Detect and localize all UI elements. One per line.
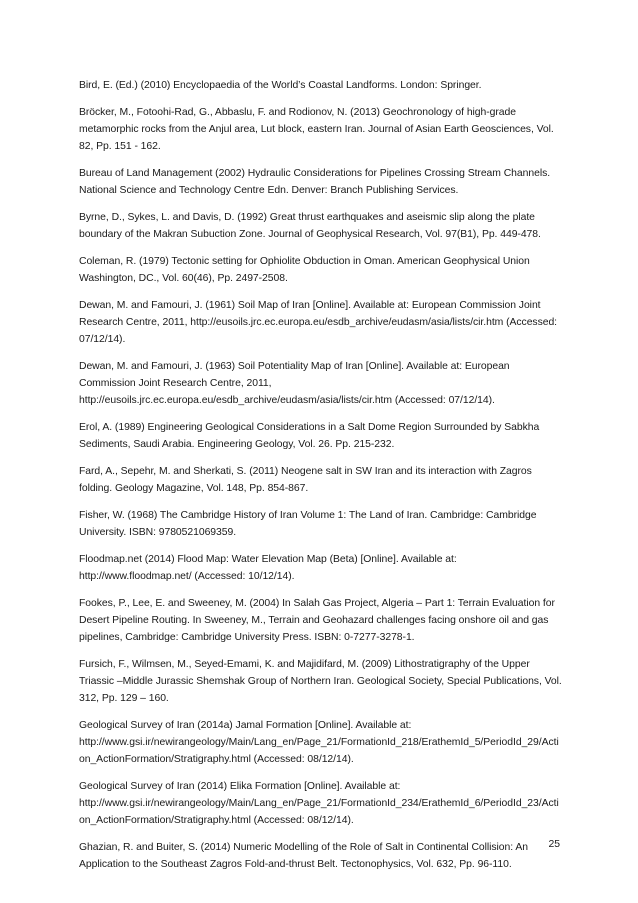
reference-entry: Bird, E. (Ed.) (2010) Encyclopaedia of the World’s Coastal Landforms. London: Springer. bbox=[79, 80, 482, 91]
reference-entry: Fisher, W. (1968) The Cambridge History of Iran Volume 1: The Land of Iran. Cambridge: Cambridge University. ISBN: 9780521069359. bbox=[79, 510, 537, 538]
reference-entry: Floodmap.net (2014) Flood Map: Water Elevation Map (Beta) [Online]. Available at: http://www.floodmap.net/ (Accessed: 10/12/14). bbox=[79, 554, 457, 582]
reference-entry: Ghazian, R. and Buiter, S. (2014) Numeric Modelling of the Role of Salt in Continental Collision: An Application to the Southeast Zagros Fold-and-thrust Belt. Tectonophysics, Vol. 632, Pp. 96-110. bbox=[79, 842, 528, 870]
reference-entry: Dewan, M. and Famouri, J. (1961) Soil Map of Iran [Online]. Available at: European Commission Joint Research Centre, 2011, http://eusoils.jrc.ec.europa.eu/esdb_archive/eudasm/asia/lists/cir.htm (Accessed: 07/12/14). bbox=[79, 300, 558, 345]
reference-entry: Geological Survey of Iran (2014a) Jamal Formation [Online]. Available at: http://www.gsi.ir/newirangeology/Main/Lang_en/Page_21/FormationId_218/ErathemId_5/PeriodId_29/Action_ActionFormation/Stratigraphy.html (Accessed: 08/12/14). bbox=[79, 720, 559, 765]
reference-entry: Byrne, D., Sykes, L. and Davis, D. (1992) Great thrust earthquakes and aseismic slip along the plate boundary of the Makran Subuction Zone. Journal of Geophysical Research, Vol. 97(B1), Pp. 449-478. bbox=[79, 212, 541, 240]
reference-entry: Coleman, R. (1979) Tectonic setting for Ophiolite Obduction in Oman. American Geophysical Union Washington, DC., Vol. 60(46), Pp. 2497-2508. bbox=[79, 256, 530, 284]
reference-list bbox=[79, 77, 563, 883]
reference-entry: Fard, A., Sepehr, M. and Sherkati, S. (2011) Neogene salt in SW Iran and its interaction with Zagros folding. Geology Magazine, Vol. 148, Pp. 854-867. bbox=[79, 466, 532, 494]
reference-entry: Geological Survey of Iran (2014) Elika Formation [Online]. Available at: http://www.gsi.ir/newirangeology/Main/Lang_en/Page_21/FormationId_234/ErathemId_6/PeriodId_23/Action_ActionFormation/Stratigraphy.html (Accessed: 08/12/14). bbox=[79, 781, 559, 826]
reference-entry: Erol, A. (1989) Engineering Geological Considerations in a Salt Dome Region Surrounded by Sabkha Sediments, Saudi Arabia. Engineering Geology, Vol. 26. Pp. 215-232. bbox=[79, 422, 540, 450]
reference-entry: Bröcker, M., Fotoohi-Rad, G., Abbaslu, F. and Rodionov, N. (2013) Geochronology of high-grade metamorphic rocks from the Anjul area, Lut block, eastern Iran. Journal of Asian Earth Geosciences, Vol. 82, Pp. 151 - 162. bbox=[79, 107, 554, 152]
reference-entry: Fursich, F., Wilmsen, M., Seyed-Emami, K. and Majidifard, M. (2009) Lithostratigraphy of the Upper Triassic –Middle Jurassic Shemshak Group of Northern Iran. Geological Society, Special Publications, Vol. 312, Pp. 129 – 160. bbox=[79, 659, 562, 704]
reference-entry: Bureau of Land Management (2002) Hydraulic Considerations for Pipelines Crossing Stream Channels. National Science and Technology Centre Edn. Denver: Branch Publishing Services. bbox=[79, 168, 551, 196]
page-number: 25 bbox=[548, 839, 560, 850]
reference-entry: Dewan, M. and Famouri, J. (1963) Soil Potentiality Map of Iran [Online]. Available at: European Commission Joint Research Centre, 2011, http://eusoils.jrc.ec.europa.eu/esdb_archive/eudasm/asia/lists/cir.htm (Accessed: 07/12/14). bbox=[79, 361, 510, 406]
reference-entry: Fookes, P., Lee, E. and Sweeney, M. (2004) In Salah Gas Project, Algeria – Part 1: Terrain Evaluation for Desert Pipeline Routing. In Sweeney, M., Terrain and Geohazard challenges facing onshore oil and gas pipelines, Cambridge: Cambridge University Press. ISBN: 0-7277-3278-1. bbox=[79, 598, 555, 643]
